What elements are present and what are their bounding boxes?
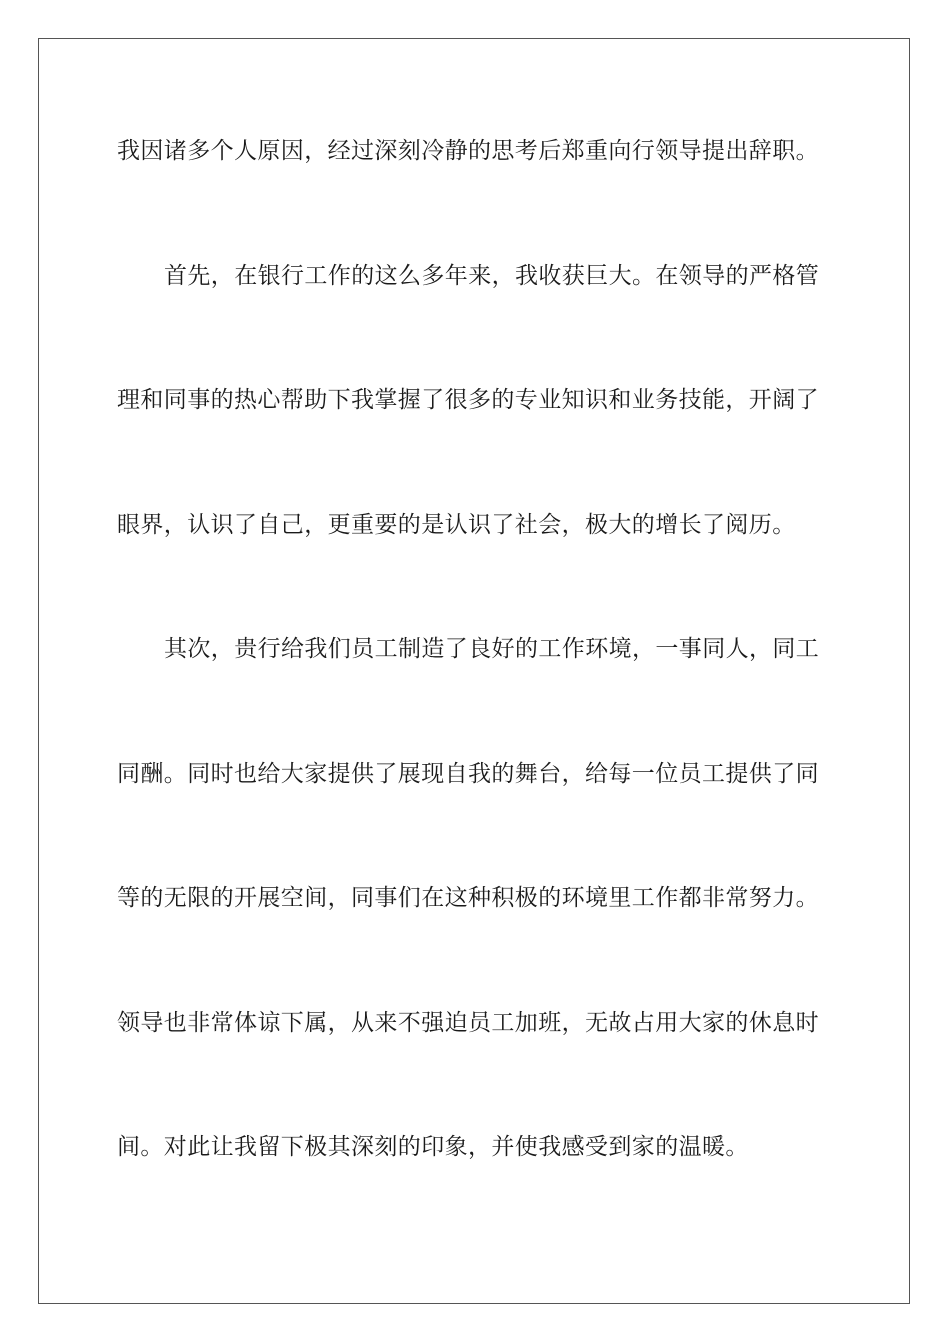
page-frame bbox=[38, 38, 910, 1304]
text-line-4: 眼界，认识了自己，更重要的是认识了社会，极大的增长了阅历。 bbox=[117, 512, 796, 538]
text-line-1: 我因诸多个人原因，经过深刻冷静的思考后郑重向行领导提出辞职。 bbox=[117, 138, 819, 164]
text-line-8: 领导也非常体谅下属，从来不强迫员工加班，无故占用大家的休息时 bbox=[117, 1010, 819, 1036]
text-line-2: 首先，在银行工作的这么多年来，我收获巨大。在领导的严格管 bbox=[164, 263, 820, 289]
text-line-7: 等的无限的开展空间，同事们在这种积极的环境里工作都非常努力。 bbox=[117, 885, 819, 911]
text-line-5: 其次，贵行给我们员工制造了良好的工作环境，一事同人，同工 bbox=[164, 636, 820, 662]
text-line-3: 理和同事的热心帮助下我掌握了很多的专业知识和业务技能，开阔了 bbox=[117, 387, 819, 413]
text-line-6: 同酬。同时也给大家提供了展现自我的舞台，给每一位员工提供了同 bbox=[117, 761, 819, 787]
text-line-9: 间。对此让我留下极其深刻的印象，并使我感受到家的温暖。 bbox=[117, 1134, 749, 1160]
